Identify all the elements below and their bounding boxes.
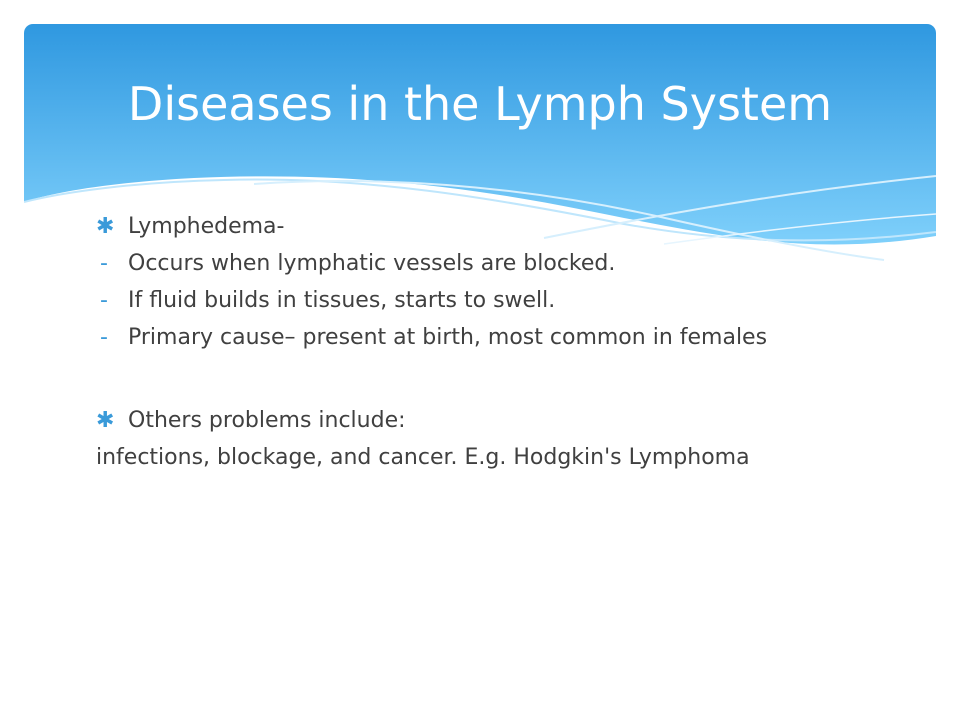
sub-item-vessels-blocked <box>96 249 836 279</box>
bullet-other-problems <box>96 406 836 436</box>
sub-item-text: Primary cause– present at birth, most common in females <box>128 325 768 350</box>
slide-title: Diseases in the Lymph System <box>127 77 833 131</box>
sub-item-primary-cause <box>96 323 836 353</box>
sub-item-text: Occurs when lymphatic vessels are blocked. <box>128 251 616 276</box>
dash-marker: - <box>100 288 108 313</box>
sub-item-fluid-builds <box>96 286 836 316</box>
sub-item-text: If fluid builds in tissues, starts to swell. <box>128 288 556 313</box>
asterisk-icon: ✱ <box>96 408 115 433</box>
dash-marker: - <box>100 325 108 350</box>
bullet-text: Lymphedema- <box>128 214 285 239</box>
bullet-text: Others problems include: <box>128 408 406 433</box>
dash-marker: - <box>100 251 108 276</box>
asterisk-icon: ✱ <box>96 214 115 239</box>
spacer <box>96 360 836 406</box>
bullet-lymphedema <box>96 212 836 242</box>
slide-content <box>96 212 836 473</box>
closing-text: infections, blockage, and cancer. E.g. Hodgkin's Lymphoma <box>96 445 750 470</box>
